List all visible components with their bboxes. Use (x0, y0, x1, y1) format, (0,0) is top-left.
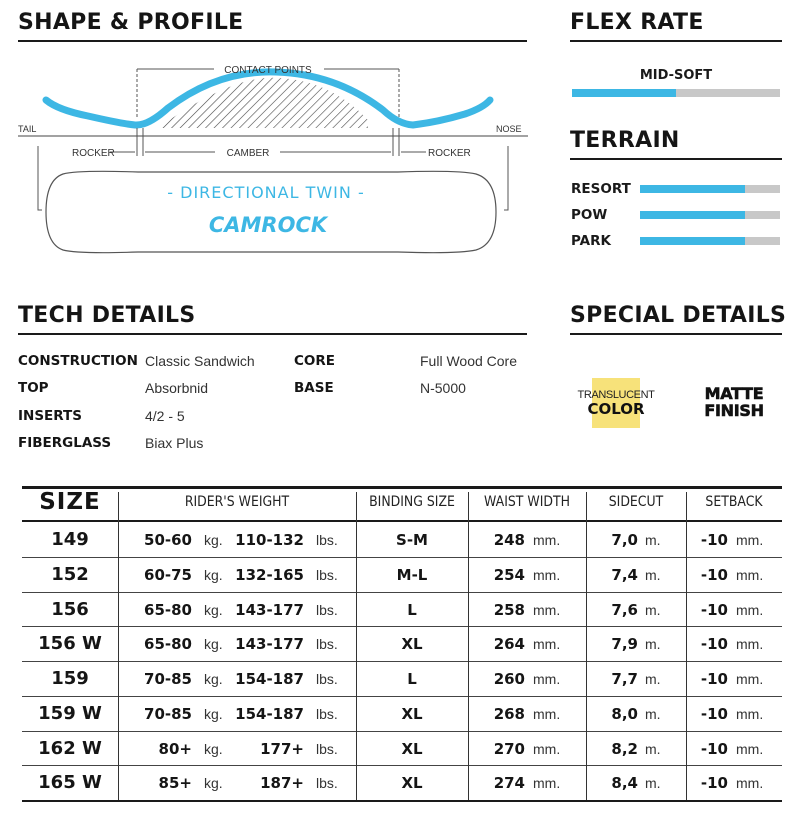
top-key: TOP (18, 380, 49, 396)
binding-cell: XL (401, 704, 423, 723)
waist-cell: 258 (493, 600, 525, 619)
profile-name-label: CAMROCK (208, 213, 328, 237)
weight-kg-cell: 65-80 (144, 600, 192, 619)
sidecut-cell: 7,7 (611, 670, 638, 688)
row-divider (22, 661, 782, 662)
mm-unit: mm. (736, 740, 764, 757)
sidecut-cell: 7,9 (611, 635, 638, 654)
mm-unit: mm. (533, 636, 561, 653)
core-key: CORE (294, 353, 336, 369)
lbs-unit: lbs. (316, 566, 338, 583)
shape-profile-title: SHAPE & PROFILE (18, 10, 244, 35)
mm-unit: mm. (533, 532, 561, 548)
terrain-pow-fill (640, 211, 745, 219)
sidecut-cell: 8,4 (611, 774, 638, 793)
tech-details-title: TECH DETAILS (18, 303, 196, 328)
weight-header: RIDER'S WEIGHT (184, 494, 290, 510)
weight-lbs-cell: 177+ (260, 739, 304, 758)
base-value: N-5000 (420, 380, 466, 396)
lbs-unit: lbs. (316, 705, 338, 722)
terrain-title: TERRAIN (570, 128, 680, 153)
weight-lbs-cell: 187+ (260, 774, 304, 793)
setback-header: SETBACK (705, 494, 763, 510)
core-value: Full Wood Core (420, 353, 518, 369)
table-header-rule (22, 520, 782, 522)
kg-unit: kg. (204, 601, 223, 618)
weight-kg-cell: 85+ (158, 774, 192, 793)
binding-cell: L (407, 600, 417, 619)
mm-unit: mm. (736, 532, 764, 548)
weight-kg-cell: 70-85 (144, 670, 192, 688)
size-cell: 156 W (38, 633, 102, 655)
terrain-resort-label: RESORT (571, 181, 631, 197)
camrock-profile-diagram (18, 52, 528, 262)
m-unit: m. (645, 532, 661, 548)
waist-cell: 254 (493, 565, 525, 584)
terrain-pow-label: POW (571, 207, 608, 223)
inserts-value: 4/2 - 5 (145, 408, 185, 424)
weight-lbs-cell: 143-177 (235, 635, 304, 654)
size-cell: 162 W (38, 737, 102, 759)
binding-header: BINDING SIZE (369, 494, 455, 510)
weight-lbs-cell: 110-132 (235, 531, 304, 549)
row-divider (22, 765, 782, 766)
waist-cell: 270 (493, 739, 525, 758)
binding-cell: M-L (396, 565, 428, 584)
terrain-resort-fill (640, 185, 745, 193)
kg-unit: kg. (204, 566, 223, 583)
size-cell: 156 (51, 598, 89, 620)
m-unit: m. (645, 671, 661, 687)
binding-cell: XL (401, 774, 423, 793)
size-cell: 165 W (38, 772, 102, 794)
row-divider (22, 626, 782, 627)
kg-unit: kg. (204, 740, 223, 757)
binding-cell: XL (401, 739, 423, 758)
rocker-left-label: ROCKER (72, 148, 115, 159)
setback-cell: -10 (700, 670, 728, 688)
size-cell: 159 W (38, 702, 102, 724)
special-details-title: SPECIAL DETAILS (570, 303, 787, 328)
lbs-unit: lbs. (316, 740, 338, 757)
weight-kg-cell: 60-75 (144, 565, 192, 584)
flex-rate-bar (572, 89, 780, 97)
matte-label: MATTE (704, 384, 764, 403)
column-divider (118, 492, 119, 800)
kg-unit: kg. (204, 775, 223, 792)
binding-cell: S-M (396, 531, 428, 549)
column-divider (586, 492, 587, 800)
setback-cell: -10 (700, 774, 728, 793)
lbs-unit: lbs. (316, 601, 338, 618)
setback-cell: -10 (700, 704, 728, 723)
table-top-rule (22, 486, 782, 489)
row-divider (22, 696, 782, 697)
m-unit: m. (645, 566, 661, 583)
waist-cell: 260 (493, 670, 525, 688)
flex-level-label: MID-SOFT (639, 68, 713, 83)
weight-lbs-cell: 154-187 (235, 704, 304, 723)
sidecut-cell: 8,0 (611, 704, 638, 723)
waist-cell: 268 (493, 704, 525, 723)
rocker-right-label: ROCKER (428, 148, 471, 159)
m-unit: m. (645, 740, 661, 757)
camber-label: CAMBER (226, 148, 270, 159)
sidecut-cell: 8,2 (611, 739, 638, 758)
size-cell: 159 (51, 668, 89, 689)
mm-unit: mm. (736, 601, 764, 618)
mm-unit: mm. (533, 601, 561, 618)
terrain-park-bar (640, 237, 780, 245)
binding-cell: XL (401, 635, 423, 654)
translucent-label: TRANSLUCENT (577, 389, 655, 401)
sidecut-cell: 7,0 (611, 531, 638, 549)
tech-details-rule (18, 333, 527, 335)
mm-unit: mm. (533, 705, 561, 722)
top-value: Absorbnid (145, 380, 209, 396)
finish-label: FINISH (704, 401, 764, 420)
mm-unit: mm. (736, 636, 764, 653)
kg-unit: kg. (204, 671, 223, 687)
waist-header: WAIST WIDTH (484, 494, 570, 510)
lbs-unit: lbs. (316, 636, 338, 653)
setback-cell: -10 (700, 739, 728, 758)
terrain-pow-bar (640, 211, 780, 219)
m-unit: m. (645, 601, 661, 618)
kg-unit: kg. (204, 636, 223, 653)
nose-label: NOSE (496, 124, 522, 134)
sidecut-cell: 7,6 (611, 600, 638, 619)
waist-cell: 248 (493, 531, 525, 549)
flex-rate-rule (570, 40, 782, 42)
lbs-unit: lbs. (316, 671, 338, 687)
m-unit: m. (645, 705, 661, 722)
flex-rate-title: FLEX RATE (570, 10, 704, 35)
waist-cell: 274 (493, 774, 525, 793)
mm-unit: mm. (736, 671, 764, 687)
special-details-rule (570, 333, 782, 335)
weight-kg-cell: 80+ (158, 739, 192, 758)
mm-unit: mm. (736, 775, 764, 792)
m-unit: m. (645, 775, 661, 792)
mm-unit: mm. (736, 705, 764, 722)
weight-kg-cell: 65-80 (144, 635, 192, 654)
construction-value: Classic Sandwich (145, 353, 255, 369)
weight-lbs-cell: 154-187 (235, 670, 304, 688)
size-cell: 152 (51, 563, 89, 585)
size-header: SIZE (39, 489, 101, 515)
terrain-park-label: PARK (571, 233, 611, 249)
weight-lbs-cell: 132-165 (235, 565, 304, 584)
mm-unit: mm. (533, 740, 561, 757)
shape-profile-rule (18, 40, 527, 42)
waist-cell: 264 (493, 635, 525, 654)
row-divider (22, 592, 782, 593)
column-divider (686, 492, 687, 800)
terrain-park-fill (640, 237, 745, 245)
mm-unit: mm. (736, 566, 764, 583)
color-label: COLOR (587, 400, 645, 418)
contact-points-label: CONTACT POINTS (224, 65, 312, 76)
terrain-rule (570, 158, 782, 160)
terrain-resort-bar (640, 185, 780, 193)
fiberglass-value: Biax Plus (145, 435, 204, 451)
setback-cell: -10 (700, 635, 728, 654)
lbs-unit: lbs. (316, 532, 338, 548)
construction-key: CONSTRUCTION (18, 353, 138, 369)
column-divider (356, 492, 357, 800)
setback-cell: -10 (700, 600, 728, 619)
row-divider (22, 731, 782, 732)
binding-cell: L (407, 670, 417, 688)
tail-label: TAIL (18, 124, 37, 134)
mm-unit: mm. (533, 566, 561, 583)
kg-unit: kg. (204, 705, 223, 722)
size-cell: 149 (51, 529, 89, 550)
lbs-unit: lbs. (316, 775, 338, 792)
flex-rate-fill (572, 89, 676, 97)
mm-unit: mm. (533, 671, 561, 687)
sidecut-cell: 7,4 (611, 565, 638, 584)
weight-kg-cell: 70-85 (144, 704, 192, 723)
setback-cell: -10 (700, 531, 728, 549)
inserts-key: INSERTS (18, 408, 82, 424)
sidecut-header: SIDECUT (608, 494, 664, 510)
m-unit: m. (645, 636, 661, 653)
row-divider (22, 557, 782, 558)
column-divider (468, 492, 469, 800)
weight-kg-cell: 50-60 (144, 531, 192, 549)
kg-unit: kg. (204, 532, 223, 548)
weight-lbs-cell: 143-177 (235, 600, 304, 619)
table-bottom-rule (22, 800, 782, 802)
setback-cell: -10 (700, 565, 728, 584)
base-key: BASE (294, 380, 334, 396)
shape-name-label: - DIRECTIONAL TWIN - (167, 183, 365, 202)
mm-unit: mm. (533, 775, 561, 792)
fiberglass-key: FIBERGLASS (18, 435, 112, 451)
